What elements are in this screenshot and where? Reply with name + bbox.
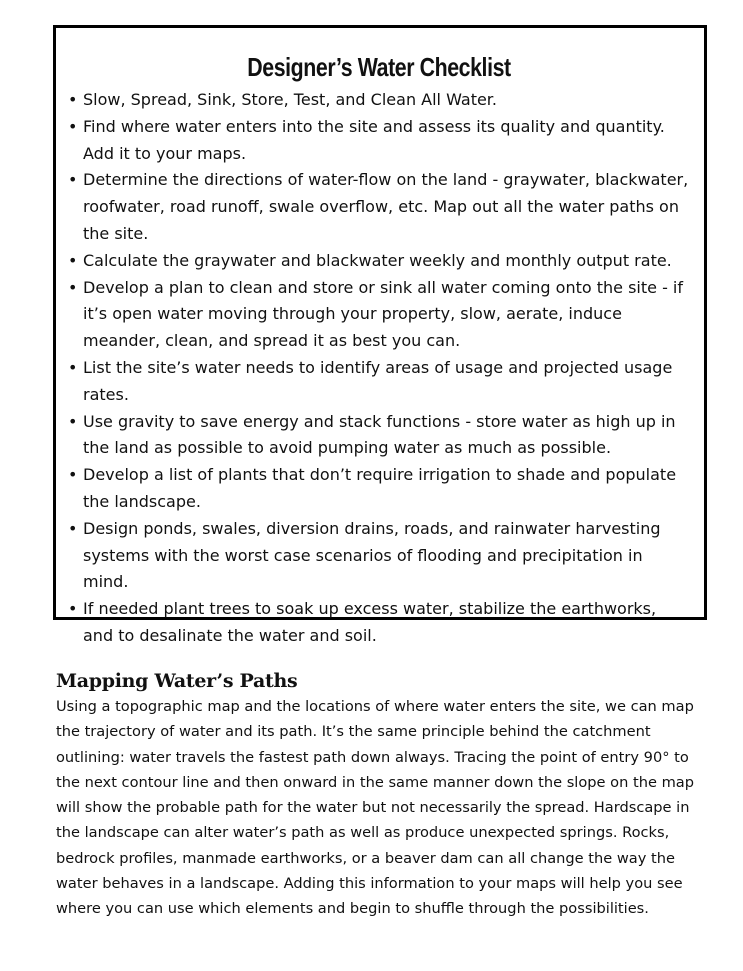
bullet-icon: • [68,277,78,297]
section-paragraph: Using a topographic map and the locations of where water enters the site, we can map the trajectory of water and its path. It’s the same principle behind the catchment outlining: water travels the fastest path down always. Tracing the point of entry 90° to the next contour line and then onward in the same manner down the slope on the map will show the probable path for the water but not necessarily the spread. Hardscape in the landscape can alter water’s path as well as produce unexpected springs. Rocks, bedrock profiles, manmade earthworks, or a beaver dam can all change the way the water behaves in a landscape. Adding this information to your maps will help you see where you can use which elements and begin to shuffle through the possibilities. [56,698,694,918]
checklist-item-text: Design ponds, swales, diversion drains, roads, and rainwater harvesting systems with the worst case scenarios of flooding and precipitation in mind. [83,518,661,592]
bullet-icon: • [68,599,78,619]
checklist-item [68,596,690,650]
checklist-item [68,275,690,355]
checklist-item [68,87,690,114]
checklist-item [68,114,690,168]
checklist-item-text: List the site’s water needs to identify areas of usage and projected usage rates. [83,357,673,404]
checklist-item-text: Slow, Spread, Sink, Store, Test, and Clean All Water. [83,90,497,109]
checklist-title: Designer’s Water Checklist [247,52,511,82]
checklist-item [68,462,690,516]
checklist-item-text: Calculate the graywater and blackwater weekly and monthly output rate. [83,250,672,270]
bullet-icon: • [68,90,78,109]
checklist-item [68,516,690,596]
checklist-item [68,167,690,247]
bullet-icon: • [68,116,78,136]
bullet-icon: • [68,170,78,190]
checklist-item [68,355,690,409]
checklist-box [53,25,707,645]
checklist-item-text: Develop a list of plants that don’t require irrigation to shade and populate the landscape. [83,465,677,511]
bullet-icon: • [68,357,78,377]
bullet-icon: • [68,250,78,270]
mapping-section [56,670,706,922]
checklist [68,87,690,650]
section-heading: Mapping Water’s Paths [56,670,298,692]
bullet-icon: • [68,411,78,431]
checklist-item-text: Determine the directions of water-flow on the land - graywater, blackwater, roofwater, road runoff, swale overflow, etc. Map out all the water paths on the site. [83,170,689,243]
checklist-item-text: Use gravity to save energy and stack functions - store water as high up in the land as possible to avoid pumping water as much as possible. [83,411,676,458]
bullet-icon: • [68,465,78,485]
checklist-item [68,248,690,275]
checklist-item-text: Develop a plan to clean and store or sink all water coming onto the site - if it’s open water moving through your property, slow, aerate, induce meander, clean, and spread it as best you can. [83,277,684,351]
bullet-icon: • [68,518,78,538]
checklist-item [68,409,690,463]
checklist-item-text: If needed plant trees to soak up excess water, stabilize the earthworks, and to desalinate the water and soil. [83,599,657,645]
checklist-item-text: Find where water enters into the site and assess its quality and quantity. Add it to your maps. [83,116,665,163]
